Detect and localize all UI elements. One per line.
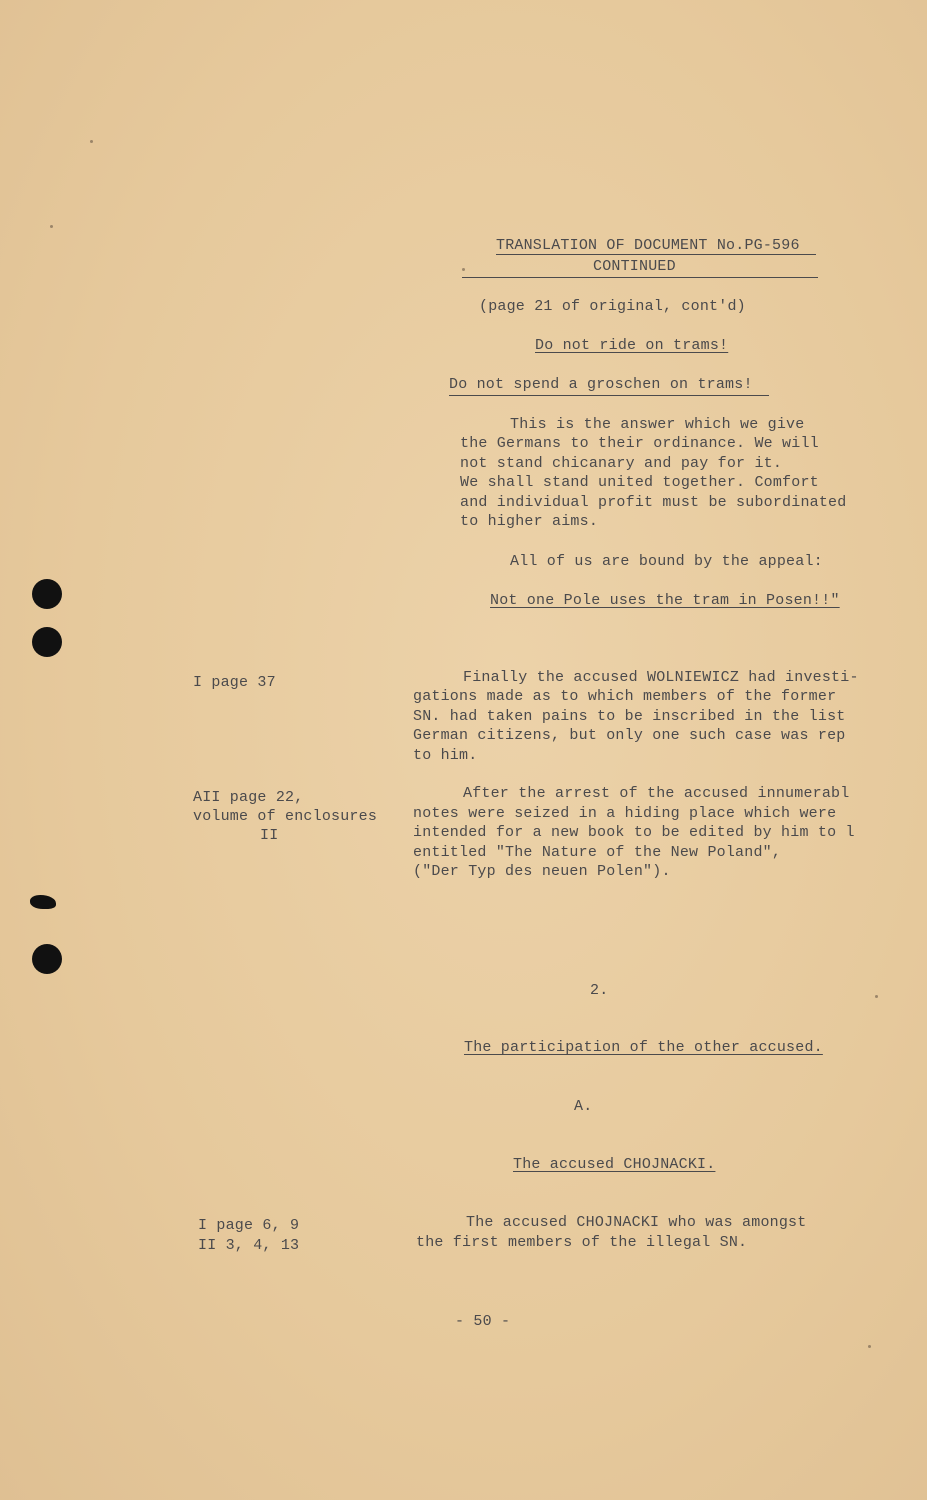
- body-line: to him.: [413, 747, 478, 764]
- body-line: German citizens, but only one such case was rep: [413, 727, 846, 744]
- body-line: entitled "The Nature of the New Poland",: [413, 844, 782, 861]
- margin-note: II 3, 4, 13: [198, 1237, 300, 1254]
- margin-note: I page 6, 9: [198, 1217, 300, 1234]
- body-line: Finally the accused WOLNIEWICZ had investi-: [463, 669, 859, 686]
- quote-line: not stand chicanary and pay for it.: [460, 455, 783, 472]
- body-line: intended for a new book to be edited by him to l: [413, 824, 855, 841]
- margin-note: volume of enclosures: [193, 808, 378, 825]
- section-number: 2.: [590, 982, 609, 999]
- body-line: SN. had taken pains to be inscribed in the list: [413, 708, 846, 725]
- title-underline: [496, 254, 816, 255]
- slogan-underline: [449, 395, 769, 396]
- slogan-line-1: Do not ride on trams!: [535, 337, 729, 354]
- margin-note: AII page 22,: [193, 789, 304, 806]
- punch-hole: [32, 627, 62, 657]
- margin-note: I page 37: [193, 674, 276, 691]
- body-line: ("Der Typ des neuen Polen").: [413, 863, 671, 880]
- body-line: The accused CHOJNACKI who was amongst: [466, 1214, 807, 1231]
- margin-note: II: [260, 827, 279, 844]
- subtitle-underline: [462, 277, 818, 278]
- paper-speck: [868, 1345, 871, 1348]
- subsection-title: The accused CHOJNACKI.: [513, 1156, 716, 1173]
- document-subtitle: CONTINUED: [593, 258, 676, 275]
- quote-line: We shall stand united together. Comfort: [460, 474, 819, 491]
- quote-line: to higher aims.: [460, 513, 599, 530]
- appeal-slogan: Not one Pole uses the tram in Posen!!": [490, 592, 840, 609]
- section-title: The participation of the other accused.: [464, 1039, 823, 1056]
- body-line: notes were seized in a hiding place which were: [413, 805, 837, 822]
- paper-speck: [462, 268, 465, 271]
- subsection-letter: A.: [574, 1098, 593, 1115]
- page-number: - 50 -: [455, 1313, 511, 1330]
- body-line: After the arrest of the accused innumerabl: [463, 785, 850, 802]
- punch-hole: [32, 944, 62, 974]
- body-line: the first members of the illegal SN.: [416, 1234, 748, 1251]
- quote-line: the Germans to their ordinance. We will: [460, 435, 819, 452]
- body-line: gations made as to which members of the former: [413, 688, 837, 705]
- ink-blot: [30, 895, 56, 909]
- appeal-line: All of us are bound by the appeal:: [510, 553, 823, 570]
- page-reference: (page 21 of original, cont'd): [479, 298, 746, 315]
- quote-line: This is the answer which we give: [510, 416, 805, 433]
- slogan-line-2: Do not spend a groschen on trams!: [449, 376, 753, 393]
- quote-line: and individual profit must be subordinated: [460, 494, 847, 511]
- punch-hole: [32, 579, 62, 609]
- paper-speck: [50, 225, 53, 228]
- document-title: TRANSLATION OF DOCUMENT No.PG-596: [496, 237, 800, 254]
- paper-speck: [90, 140, 93, 143]
- paper-speck: [875, 995, 878, 998]
